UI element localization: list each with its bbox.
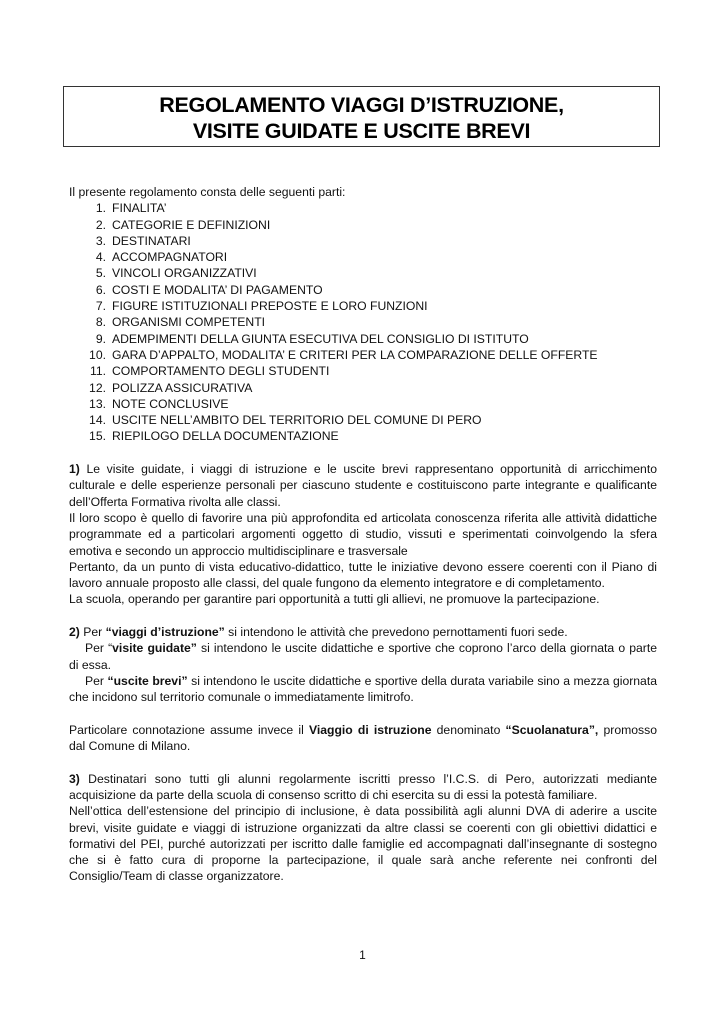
toc-item: [69, 347, 657, 363]
toc-number: 7.: [95, 299, 106, 314]
intro-text: Il presente regolamento consta delle seguenti parti:: [69, 185, 346, 199]
spacer: [69, 608, 657, 624]
toc-number: 13.: [89, 396, 106, 411]
section-number: 1): [69, 462, 80, 477]
paragraph-text: si intendono le uscite didattiche e sportive della durata variabile sino a mezza giornata che incidono sul territorio comunale o immediatamente limitrofo.: [69, 673, 657, 705]
document-body: [69, 184, 657, 885]
paragraph-text: Le visite guidate, i viaggi di istruzione e le uscite brevi rappresentano opportunità di arricchimento culturale e delle esperienze personali per ciascuno studente e costituiscono parte integrante e qualificante dell’Offerta Formativa rivolta alle classi.: [69, 462, 657, 509]
paragraph-text: Per “: [85, 641, 113, 656]
paragraph-text: Particolare connotazione assume invece il: [69, 722, 309, 737]
toc-number: 5.: [95, 266, 106, 281]
section-1-paragraph-1: [69, 461, 657, 510]
toc-text: VINCOLI ORGANIZZATIVI: [112, 266, 257, 281]
toc-number: 2.: [95, 217, 106, 232]
section-number: 2): [69, 625, 80, 640]
toc-item: [69, 265, 657, 281]
title-box: [63, 86, 660, 147]
toc-item: [69, 380, 657, 396]
paragraph-text: si intendono le uscite didattiche e sportive che coprono l’arco della giornata o parte di essa.: [69, 641, 657, 672]
toc-number: 10.: [89, 347, 106, 362]
toc-text: GARA D’APPALTO, MODALITA’ E CRITERI PER LA COMPARAZIONE DELLE OFFERTE: [112, 347, 598, 362]
toc-text: USCITE NELL’AMBITO DEL TERRITORIO DEL COMUNE DI PERO: [112, 413, 482, 428]
bold-term: “viaggi d’istruzione”: [105, 625, 225, 640]
toc-number: 15.: [89, 429, 106, 444]
page-number: 1: [359, 948, 366, 962]
section-3-paragraph-2: Nell’ottica dell’estensione del principio di inclusione, è data possibilità agli alunni DVA di aderire a uscite brevi, visite guidate e viaggi di istruzione organizzati da altre classi se coerenti con gli obiettivi didattici e formativi del PEI, purché autorizzati per iscritto dalle famiglie ed accompagnati dall’insegnante di sostegno che si è fatto cura di proporne la partecipazione, il quale sarà anche referente nei confronti del Consiglio/Team di classe organizzatore.: [69, 804, 657, 884]
toc-item: [69, 331, 657, 347]
toc-item: [69, 249, 657, 265]
toc-number: 11.: [89, 364, 106, 379]
toc-item: [69, 200, 657, 216]
section-1-paragraph-3: Pertanto, da un punto di vista educativo-didattico, tutte le iniziative devono essere coerenti con il Piano di lavoro annuale proposto alle classi, del quale fungono da elemento integratore e di completamento.: [69, 559, 657, 591]
section-number: 3): [69, 771, 80, 786]
toc-text: FIGURE ISTITUZIONALI PREPOSTE E LORO FUNZIONI: [112, 299, 428, 314]
toc-number: 8.: [95, 315, 106, 330]
toc-item: [69, 412, 657, 428]
toc-text: NOTE CONCLUSIVE: [112, 396, 229, 411]
toc-text: FINALITA’: [112, 201, 167, 216]
toc-item: [69, 363, 657, 379]
toc-text: COMPORTAMENTO DEGLI STUDENTI: [112, 364, 330, 379]
bold-term: visite guidate”: [112, 641, 197, 656]
toc-number: 3.: [95, 233, 106, 248]
section-1-paragraph-4: La scuola, operando per garantire pari opportunità a tutti gli allievi, ne promuove la partecipazione.: [69, 592, 600, 607]
toc-number: 12.: [89, 380, 106, 395]
toc-number: 14.: [89, 413, 106, 428]
toc-text: DESTINATARI: [112, 233, 191, 248]
bold-term: “uscite brevi”: [107, 673, 188, 688]
toc-text: COSTI E MODALITA’ DI PAGAMENTO: [112, 282, 323, 297]
toc-item: [69, 428, 657, 444]
toc-item: [69, 217, 657, 233]
spacer: [69, 754, 657, 770]
paragraph-text: Destinatari sono tutti gli alunni regolarmente iscritti presso l’I.C.S. di Pero, autorizzati mediante acquisizione da parte della scuola di consenso scritto di chi esercita su di essi la potestà familiare.: [69, 771, 657, 802]
table-of-contents: [69, 200, 657, 444]
paragraph-text: denominato: [431, 722, 506, 737]
section-2-paragraph-1: [69, 624, 657, 640]
bold-term: Viaggio di istruzione: [308, 722, 432, 737]
toc-text: ADEMPIMENTI DELLA GIUNTA ESECUTIVA DEL CONSIGLIO DI ISTITUTO: [112, 331, 529, 346]
paragraph-text: Per: [85, 673, 108, 688]
toc-item: [69, 298, 657, 314]
spacer: [69, 706, 657, 722]
toc-item: [69, 233, 657, 249]
toc-text: POLIZZA ASSICURATIVA: [112, 380, 253, 395]
section-2-paragraph-2: [69, 640, 657, 673]
section-3-paragraph-1: [69, 771, 657, 804]
toc-number: 9.: [95, 331, 106, 346]
toc-item: [69, 314, 657, 330]
paragraph-text: Per: [79, 625, 106, 640]
toc-number: 6.: [95, 282, 106, 297]
toc-number: 1.: [95, 201, 106, 216]
toc-text: CATEGORIE E DEFINIZIONI: [112, 217, 271, 232]
toc-item: [69, 396, 657, 412]
toc-text: ACCOMPAGNATORI: [112, 250, 228, 265]
section-2-paragraph-4: [69, 722, 657, 755]
paragraph-text: si intendono le attività che prevedono pernottamenti fuori sede.: [224, 625, 568, 640]
toc-number: 4.: [95, 250, 106, 265]
section-1-paragraph-2: Il loro scopo è quello di favorire una più approfondita ed articolata conoscenza riferita alle attività didattiche programmate ed a particolari argomenti oggetto di studio, vissuti e sperimentati coinvolgendo la sfera emotiva e secondo un approccio multidisciplinare e trasversale: [69, 510, 657, 558]
toc-text: ORGANISMI COMPETENTI: [112, 315, 266, 330]
section-2-paragraph-3: [69, 673, 657, 706]
title-line-1: REGOLAMENTO VIAGGI D’ISTRUZIONE,: [159, 93, 564, 117]
toc-item: [69, 282, 657, 298]
toc-text: RIEPILOGO DELLA DOCUMENTAZIONE: [112, 429, 339, 444]
spacer: [69, 445, 657, 461]
paragraph-text: promosso dal Comune di Milano.: [69, 722, 657, 754]
bold-term: “Scuolanatura”,: [505, 722, 599, 737]
title-line-2: VISITE GUIDATE E USCITE BREVI: [192, 119, 531, 143]
